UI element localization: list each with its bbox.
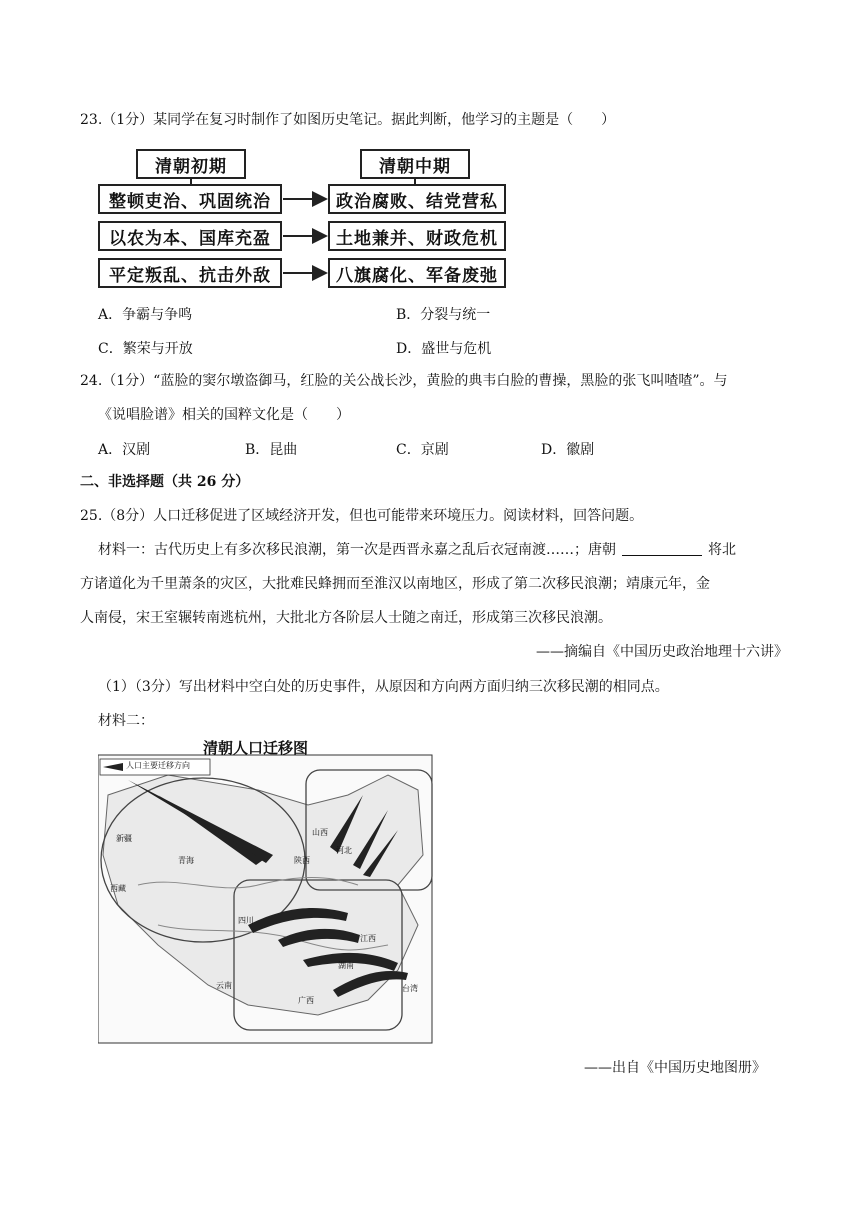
material1-line2: 方诸道化为千里萧条的灾区，大批难民蜂拥而至淮汉以南地区，形成了第二次移民浪潮；靖康元年，金 — [80, 576, 710, 592]
map-label-guangxi: 广西 — [298, 996, 314, 1005]
map-title: 清朝人口迁移图 — [203, 739, 309, 757]
diagram-connectors — [0, 0, 860, 300]
q24-option-a: A．汉剧 — [98, 442, 151, 458]
map-label-sichuan: 四川 — [238, 916, 254, 925]
map-label-hebei: 河北 — [336, 846, 352, 855]
right-item-2: 土地兼并、财政危机 — [328, 221, 506, 251]
q23-stem: 23.（1分）某同学在复习时制作了如图历史笔记。据此判断，他学习的主题是（ ） — [80, 112, 616, 128]
sub-question-1: （1）（3分）写出材料中空白处的历史事件，从原因和方向两方面归纳三次移民潮的相同点。 — [98, 679, 669, 695]
map-label-yunnan: 云南 — [216, 981, 232, 990]
map-legend-label: 人口主要迁移方向 — [126, 761, 190, 770]
map-label-jiangxi: 江西 — [360, 934, 376, 943]
source2: ——出自《中国历史地图册》 — [584, 1060, 766, 1076]
map-label-shanxi: 山西 — [312, 828, 328, 837]
material1-line3: 人南侵，宋王室辗转南逃杭州，大批北方各阶层人士随之南迁，形成第三次移民浪潮。 — [80, 610, 612, 626]
q24-stem-line1: 24.（1分）“蓝脸的窦尔墩盗御马，红脸的关公战长沙，黄脸的典韦白脸的曹操，黑脸的张飞叫喳喳”。与 — [80, 373, 728, 389]
section-heading: 二、非选择题（共 26 分） — [80, 474, 250, 490]
material1-part2: 将北 — [708, 542, 736, 558]
map-label-qinghai: 青海 — [178, 856, 194, 865]
right-item-3: 八旗腐化、军备废弛 — [328, 258, 506, 288]
q23-option-b: B．分裂与统一 — [396, 307, 491, 323]
right-item-1: 政治腐败、结党营私 — [328, 184, 506, 214]
q24-option-d: D．徽剧 — [541, 442, 595, 458]
material2-label: 材料二： — [98, 713, 154, 729]
q25-stem: 25.（8分）人口迁移促进了区域经济开发，但也可能带来环境压力。阅读材料，回答问题。 — [80, 508, 644, 524]
qing-migration-map — [98, 735, 433, 1045]
q24-stem-line2: 《说唱脸谱》相关的国粹文化是（ ） — [98, 407, 350, 423]
q23-option-c: C．繁荣与开放 — [98, 341, 193, 357]
left-item-3: 平定叛乱、抗击外敌 — [98, 258, 282, 288]
q23-option-a: A．争霸与争鸣 — [98, 307, 193, 323]
left-item-1: 整顿吏治、巩固统治 — [98, 184, 282, 214]
left-header-box: 清朝初期 — [136, 149, 246, 179]
material1-line1 — [98, 540, 736, 560]
right-header-box: 清朝中期 — [360, 149, 470, 179]
q24-option-c: C．京剧 — [396, 442, 449, 458]
map-label-shaanxi: 陕西 — [294, 856, 310, 865]
map-label-xizang: 西藏 — [110, 884, 126, 893]
map-graphic — [98, 735, 433, 1045]
left-item-2: 以农为本、国库充盈 — [98, 221, 282, 251]
q24-option-b: B．昆曲 — [245, 442, 298, 458]
material1-part1: 材料一：古代历史上有多次移民浪潮，第一次是西晋永嘉之乱后衣冠南渡……；唐朝 — [98, 542, 616, 558]
q23-option-d: D．盛世与危机 — [396, 341, 492, 357]
map-label-hunan: 湖南 — [338, 961, 354, 970]
map-label-xinjiang: 新疆 — [116, 834, 132, 843]
source1: ——摘编自《中国历史政治地理十六讲》 — [536, 644, 788, 660]
map-label-taiwan: 台湾 — [402, 984, 418, 993]
answer-blank[interactable] — [622, 541, 702, 556]
